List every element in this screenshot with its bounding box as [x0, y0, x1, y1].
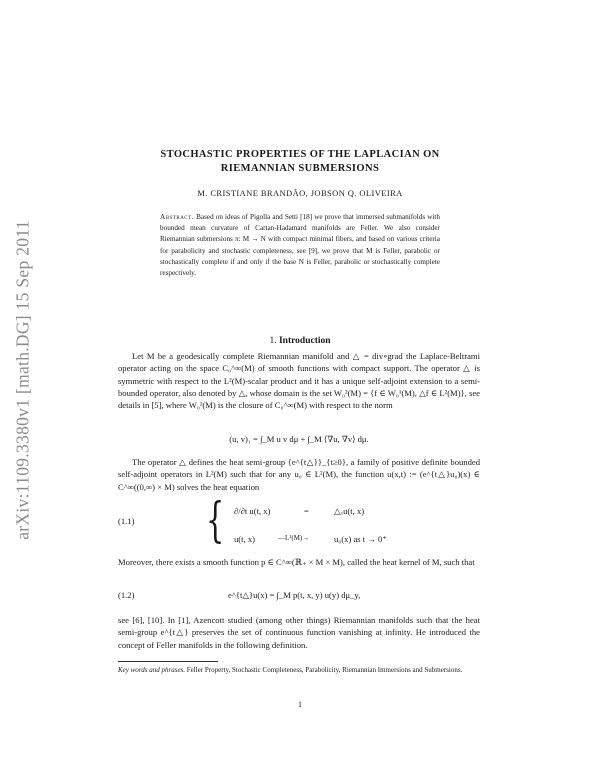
paragraph-1: Let M be a geodesically complete Riemannian manifold and △ = div∘grad the Laplace-Beltrami operator acting on the space C₀^∞(M) of smooth functions with compact support. The operator △ is symmetric with respect to the L²(M)-scalar product and it has a unique self-adjoint extension to a semi-bounded operator, also denoted by △, whose domain is the set W₀²(M) = {f ∈ W₀¹(M), △f ∈ L²(M)}, see details in [5], where W₀¹(M) is the closure of C₀^∞(M) with respect to the norm — [118, 351, 480, 411]
abstract-label: Abstract. — [160, 213, 194, 221]
section-number: 1. — [269, 336, 277, 346]
paragraph-4: see [6], [10]. In [1], Azencott studied (among other things) Riemannian manifolds such that the heat semi-group e^{t△} preserves the set of continuous function vanishing at infinity. He introduced the concept of Feller manifolds in the following definition. — [118, 615, 480, 650]
eq11-row1-lhs: ∂/∂t u(t, x) — [234, 506, 271, 516]
footnote-rule — [118, 661, 218, 662]
page-number: 1 — [298, 700, 302, 709]
title-line-1: STOCHASTIC PROPERTIES OF THE LAPLACIAN ON — [160, 149, 440, 160]
equation-1-1 — [118, 492, 480, 550]
equation-number: (1.2) — [118, 590, 135, 600]
authors: M. CRISTIANE BRANDÃO, JOBSON Q. OLIVEIRA — [197, 188, 403, 198]
footnote — [118, 665, 480, 676]
title-line-2: RIEMANNIAN SUBMERSIONS — [220, 163, 380, 174]
eq11-row1-op: = — [304, 506, 309, 516]
section-heading — [0, 336, 600, 346]
arxiv-stamp — [8, 180, 38, 580]
norm-lhs: (u, v)₁ = — [229, 434, 258, 444]
eq11-row2-op: —L²(M)→ — [278, 534, 310, 542]
equation-number: (1.1) — [118, 516, 135, 526]
paragraph-3: Moreover, there exists a smooth function p ∈ C^∞(ℝ₊ × M × M), called the heat kernel of M, such that — [118, 557, 475, 567]
section-title: Introduction — [278, 336, 331, 346]
left-brace: { — [206, 492, 225, 548]
eq11-row2-lhs: u(t, x) — [234, 534, 256, 544]
footnote-text: Feller Property, Stochastic Completeness, Parabolicity, Riemannian Immersions and Submersions. — [186, 666, 463, 674]
eq12-body: e^{t△}u(x) = ∫_M p(t, x, y) u(y) dμ_y, — [228, 590, 361, 600]
eq11-row1-rhs: △ₓu(t, x) — [334, 506, 365, 516]
arxiv-stamp-text: arXiv:1109.3380v1 [math.DG] 15 Sep 2011 — [12, 220, 33, 540]
abstract-text: Based on ideas of Pigolla and Setti [18] we prove that immersed submanifolds with bounded mean curvature of Cartan-Hadamard manifolds are Feller. We also consider Riemannian submersions π: M → N with compact minimal fibers, and based on various criteria for parabolicity and stochastic completeness, see [9], we prove that M is Feller, parabolic or stochastically complete if and only if the base N is Feller, parabolic or stochastically complete respectively. — [160, 213, 441, 278]
paper-title — [120, 148, 480, 176]
abstract — [160, 212, 440, 279]
norm-equation — [118, 434, 480, 445]
eq11-row2-rhs: u₀(x) as t → 0⁺ — [334, 534, 387, 544]
footnote-label: Key words and phrases. — [118, 666, 186, 674]
norm-rhs: ∫_M u v dμ + ∫_M ⟨∇u, ∇v⟩ dμ. — [260, 434, 369, 444]
paragraph-2: The operator △ defines the heat semi-group {e^{t△}}_{t≥0}, a family of positive definite bounded self-adjoint operators in L²(M) such that for any u₀ ∈ L²(M), the function u(x,t) := (e^{t△}u₀)(x) ∈ C^∞((0,∞) × M) solves the heat equation — [118, 457, 480, 492]
